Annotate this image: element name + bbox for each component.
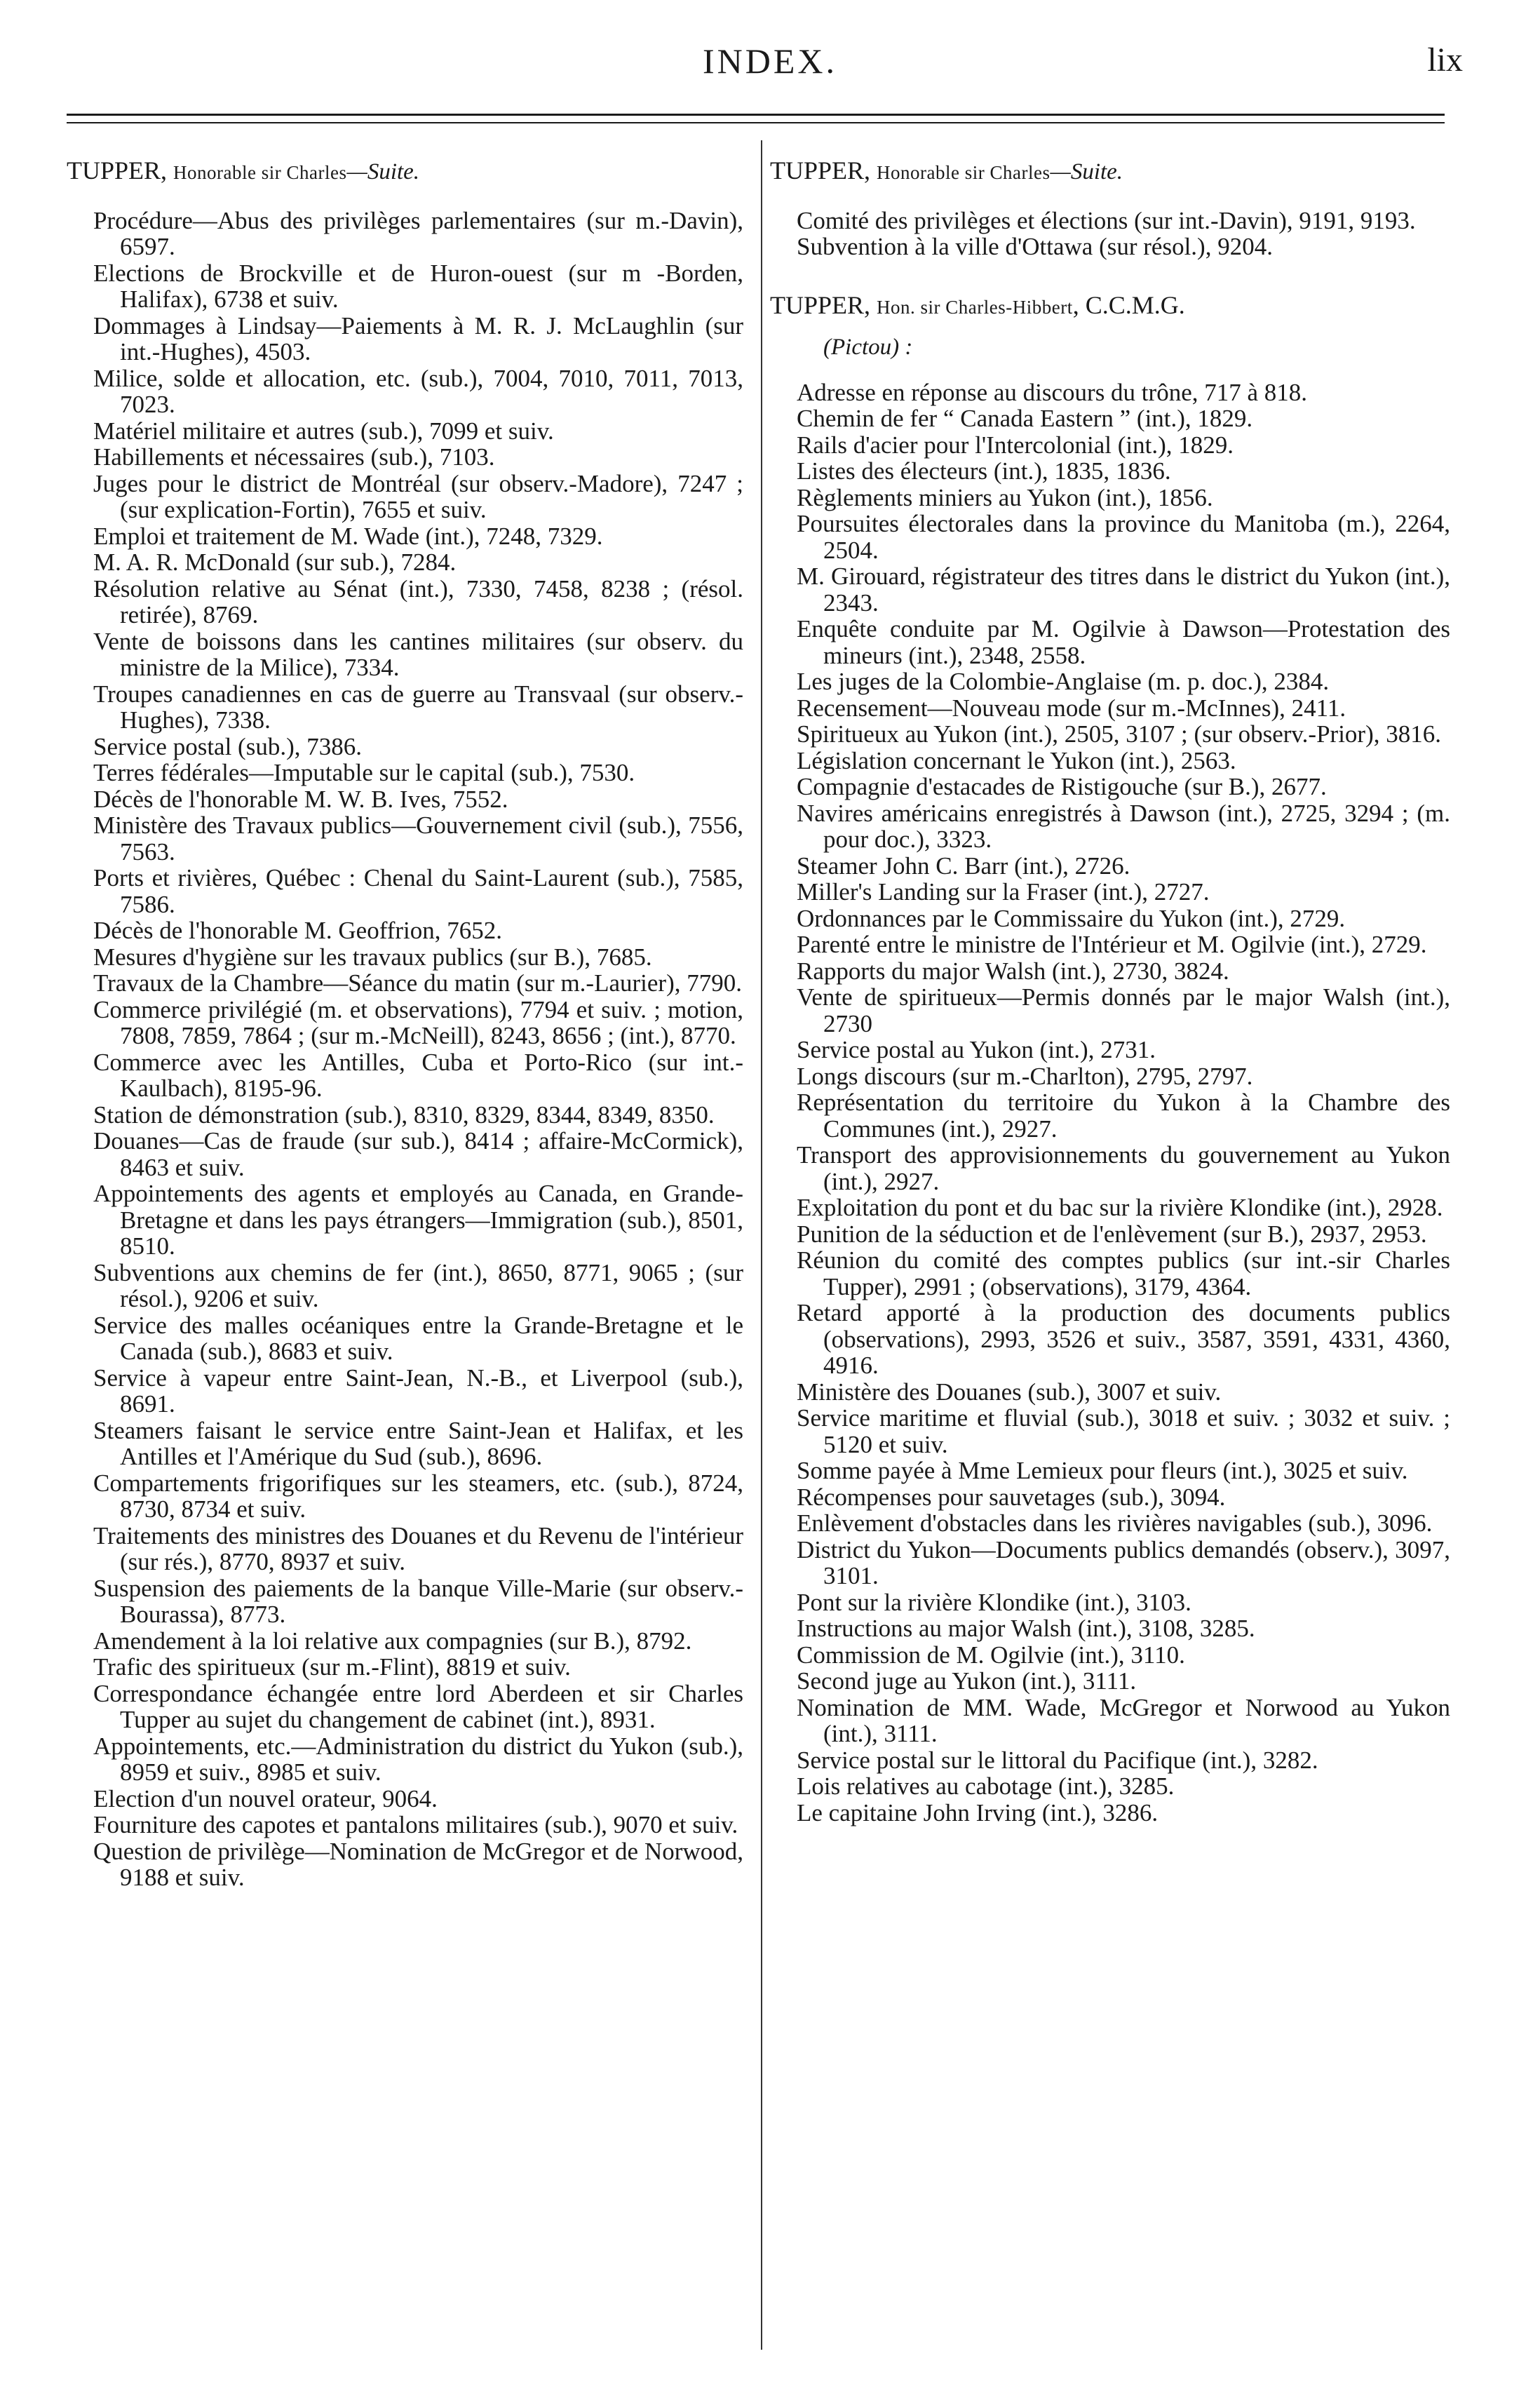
index-entry: Transport des approvisionnements du gouvernement au Yukon (int.), 2927. — [797, 1141, 1450, 1195]
index-entry: Lois relatives au cabotage (int.), 3285. — [797, 1772, 1175, 1800]
index-entry: Juges pour le district de Montréal (sur observ.-Madore), 7247 ; (sur explication-Fortin), 7655 et suiv. — [93, 469, 743, 523]
index-entry: Enquête conduite par M. Ogilvie à Dawson—Protestation des mineurs (int.), 2348, 2558. — [797, 615, 1450, 669]
heading-name: TUPPER, — [67, 156, 174, 184]
index-entry: Service des malles océaniques entre la Grande-Bretagne et le Canada (sub.), 8683 et suiv. — [93, 1311, 743, 1365]
index-entry: Station de démonstration (sub.), 8310, 8329, 8344, 8349, 8350. — [93, 1101, 715, 1129]
index-entry: Comité des privilèges et élections (sur int.-Davin), 9191, 9193. — [797, 206, 1416, 234]
index-entry: Chemin de fer “ Canada Eastern ” (int.), 1829. — [797, 405, 1253, 432]
index-entry: Nomination de MM. Wade, McGregor et Norwood au Yukon (int.), 3111. — [797, 1693, 1450, 1747]
index-entry: Résolution relative au Sénat (int.), 7330, 7458, 8238 ; (résol. retirée), 8769. — [93, 574, 743, 628]
index-entry: Les juges de la Colombie-Anglaise (m. p. doc.), 2384. — [797, 668, 1330, 695]
entry-list — [67, 208, 743, 1891]
index-entry: Elections de Brockville et de Huron-ouest (sur m -Borden, Halifax), 6738 et suiv. — [93, 259, 743, 313]
index-entry: Retard apporté à la production des documents publics (observations), 2993, 3526 et suiv., 3587, 3591, 4331, 4360, 4916. — [797, 1299, 1450, 1379]
index-entry: Commerce avec les Antilles, Cuba et Porto-Rico (sur int.-Kaulbach), 8195-96. — [93, 1048, 743, 1102]
heading-title: Honorable sir Charles — [877, 162, 1051, 183]
index-entry: Recensement—Nouveau mode (sur m.-McInnes), 2411. — [797, 694, 1346, 722]
index-entry: Subventions aux chemins de fer (int.), 8650, 8771, 9065 ; (sur résol.), 9206 et suiv. — [93, 1258, 743, 1312]
index-entry: Navires américains enregistrés à Dawson (int.), 2725, 3294 ; (m. pour doc.), 3323. — [797, 799, 1450, 853]
index-entry: Parenté entre le ministre de l'Intérieur et M. Ogilvie (int.), 2729. — [797, 931, 1427, 958]
index-entry: Service maritime et fluvial (sub.), 3018 et suiv. ; 3032 et suiv. ; 5120 et suiv. — [797, 1404, 1450, 1458]
index-entry: Travaux de la Chambre—Séance du matin (sur m.-Laurier), 7790. — [93, 969, 742, 997]
header-rule — [67, 114, 1445, 116]
index-entry: Miller's Landing sur la Fraser (int.), 2727. — [797, 878, 1210, 906]
index-entry: Dommages à Lindsay—Paiements à M. R. J. McLaughlin (sur int.-Hughes), 4503. — [93, 311, 743, 365]
index-entry: Suspension des paiements de la banque Ville-Marie (sur observ.-Bourassa), 8773. — [93, 1574, 743, 1628]
index-entry: Terres fédérales—Imputable sur le capital (sub.), 7530. — [93, 759, 635, 786]
index-entry: Subvention à la ville d'Ottawa (sur résol.), 9204. — [797, 233, 1273, 260]
index-entry: District du Yukon—Documents publics demandés (observ.), 3097, 3101. — [797, 1535, 1450, 1589]
index-entry: Listes des électeurs (int.), 1835, 1836. — [797, 457, 1171, 485]
index-entry: Poursuites électorales dans la province du Manitoba (m.), 2264, 2504. — [797, 510, 1450, 564]
index-entry: Mesures d'hygiène sur les travaux publics (sur B.), 7685. — [93, 943, 652, 971]
index-entry: Vente de boissons dans les cantines militaires (sur observ. du ministre de la Milice), 7334. — [93, 627, 743, 681]
index-entry: Troupes canadiennes en cas de guerre au Transvaal (sur observ.-Hughes), 7338. — [93, 680, 743, 734]
index-entry: Spiritueux au Yukon (int.), 2505, 3107 ; (sur observ.-Prior), 3816. — [797, 720, 1441, 748]
index-entry: Election d'un nouvel orateur, 9064. — [93, 1784, 438, 1812]
index-entry: Réunion du comité des comptes publics (sur int.-sir Charles Tupper), 2991 ; (observations), 3179, 4364. — [797, 1246, 1450, 1300]
index-entry: Second juge au Yukon (int.), 3111. — [797, 1667, 1137, 1695]
section-heading — [770, 158, 1450, 187]
index-entry: Emploi et traitement de M. Wade (int.), 7248, 7329. — [93, 522, 603, 550]
heading-name: TUPPER, — [770, 290, 877, 319]
index-entry: Décès de l'honorable M. Geoffrion, 7652. — [93, 917, 503, 944]
section-heading — [67, 158, 743, 187]
index-entry: Service à vapeur entre Saint-Jean, N.-B., et Liverpool (sub.), 8691. — [93, 1364, 743, 1418]
index-entry: Question de privilège—Nomination de McGregor et de Norwood, 9188 et suiv. — [93, 1837, 743, 1891]
index-entry: Douanes—Cas de fraude (sur sub.), 8414 ; affaire-McCormick), 8463 et suiv. — [93, 1127, 743, 1181]
index-entry: Punition de la séduction et de l'enlèvement (sur B.), 2937, 2953. — [797, 1220, 1427, 1248]
entry-list — [770, 208, 1450, 260]
index-entry: Ports et rivières, Québec : Chenal du Saint-Laurent (sub.), 7585, 7586. — [93, 864, 743, 918]
index-entry: Service postal (sub.), 7386. — [93, 732, 362, 760]
index-entry: Fourniture des capotes et pantalons militaires (sub.), 9070 et suiv. — [93, 1811, 738, 1838]
index-entry: Amendement à la loi relative aux compagnies (sur B.), 8792. — [93, 1627, 692, 1655]
entry-list-2 — [770, 379, 1450, 1826]
heading-suffix: , C.C.M.G. — [1072, 290, 1185, 319]
index-entry: Compartements frigorifiques sur les steamers, etc. (sub.), 8724, 8730, 8734 et suiv. — [93, 1469, 743, 1523]
index-entry: Récompenses pour sauvetages (sub.), 3094. — [797, 1483, 1226, 1511]
index-entry: Somme payée à Mme Lemieux pour fleurs (int.), 3025 et suiv. — [797, 1457, 1408, 1484]
index-entry: Enlèvement d'obstacles dans les rivières navigables (sub.), 3096. — [797, 1509, 1433, 1537]
heading-title: Honorable sir Charles — [173, 162, 347, 183]
index-entry: Traitements des ministres des Douanes et du Revenu de l'intérieur (sur rés.), 8770, 8937 et suiv. — [93, 1521, 743, 1575]
index-entry: Appointements des agents et employés au Canada, en Grande-Bretagne et dans les pays étrangers—Immigration (sub.), 8501, 8510. — [93, 1180, 743, 1260]
index-entry: M. Girouard, régistrateur des titres dans le district du Yukon (int.), 2343. — [797, 563, 1450, 617]
section-gap — [770, 260, 1450, 292]
index-entry: Exploitation du pont et du bac sur la rivière Klondike (int.), 2928. — [797, 1194, 1443, 1221]
index-entry: Règlements miniers au Yukon (int.), 1856. — [797, 483, 1213, 511]
index-entry: Ministère des Travaux publics—Gouvernement civil (sub.), 7556, 7563. — [93, 812, 743, 866]
index-entry: Législation concernant le Yukon (int.), 2563. — [797, 746, 1236, 774]
index-entry: Matériel militaire et autres (sub.), 7099 et suiv. — [93, 417, 554, 445]
index-entry: Milice, solde et allocation, etc. (sub.), 7004, 7010, 7011, 7013, 7023. — [93, 364, 743, 418]
index-entry: Procédure—Abus des privilèges parlementaires (sur m.-Davin), 6597. — [93, 206, 743, 260]
page-header — [0, 41, 1540, 90]
header-rule-thin — [67, 122, 1445, 123]
heading-title: Hon. sir Charles-Hibbert — [877, 296, 1073, 318]
index-entry: Habillements et nécessaires (sub.), 7103. — [93, 443, 495, 471]
heading-subtitle: (Pictou) : — [823, 335, 913, 360]
index-entry: Compagnie d'estacades de Ristigouche (sur B.), 2677. — [797, 773, 1327, 800]
index-entry: Correspondance échangée entre lord Aberdeen et sir Charles Tupper au sujet du changement de cabinet (int.), 8931. — [93, 1679, 743, 1733]
index-entry: Service postal sur le littoral du Pacifique (int.), 3282. — [797, 1746, 1318, 1774]
left-column — [67, 158, 743, 1891]
heading-suffix: —Suite. — [1050, 159, 1123, 184]
index-entry: Steamer John C. Barr (int.), 2726. — [797, 852, 1130, 880]
index-entry: Trafic des spiritueux (sur m.-Flint), 8819 et suiv. — [93, 1653, 571, 1681]
heading-suffix: —Suite. — [346, 159, 420, 184]
index-entry: Ordonnances par le Commissaire du Yukon (int.), 2729. — [797, 904, 1346, 932]
heading-name: TUPPER, — [770, 156, 877, 184]
index-entry: Commission de M. Ogilvie (int.), 3110. — [797, 1641, 1185, 1669]
index-entry: Vente de spiritueux—Permis donnés par le major Walsh (int.), 2730 — [797, 983, 1450, 1037]
index-entry: Steamers faisant le service entre Saint-Jean et Halifax, et les Antilles et l'Amérique du Sud (sub.), 8696. — [93, 1416, 743, 1470]
index-entry: Rails d'acier pour l'Intercolonial (int.), 1829. — [797, 431, 1234, 459]
page-title: INDEX. — [702, 41, 838, 81]
right-column — [770, 158, 1450, 1826]
column-divider — [761, 140, 762, 2350]
page-number: lix — [1427, 41, 1463, 79]
index-entry: Appointements, etc.—Administration du district du Yukon (sub.), 8959 et suiv., 8985 et suiv. — [93, 1732, 743, 1786]
index-entry: Service postal au Yukon (int.), 2731. — [797, 1036, 1156, 1063]
index-entry: Rapports du major Walsh (int.), 2730, 3824. — [797, 957, 1229, 985]
index-entry: Représentation du territoire du Yukon à la Chambre des Communes (int.), 2927. — [797, 1089, 1450, 1143]
index-entry: Décès de l'honorable M. W. B. Ives, 7552. — [93, 785, 508, 813]
index-entry: M. A. R. McDonald (sur sub.), 7284. — [93, 549, 457, 576]
index-entry: Adresse en réponse au discours du trône, 717 à 818. — [797, 378, 1308, 406]
index-entry: Ministère des Douanes (sub.), 3007 et suiv. — [797, 1378, 1222, 1406]
index-entry: Longs discours (sur m.-Charlton), 2795, 2797. — [797, 1062, 1253, 1090]
index-entry: Commerce privilégié (m. et observations), 7794 et suiv. ; motion, 7808, 7859, 7864 ; (sur m.-McNeill), 8243, 8656 ; (int.), 8770. — [93, 995, 743, 1049]
section-heading-2 — [770, 292, 1450, 321]
index-entry: Instructions au major Walsh (int.), 3108, 3285. — [797, 1615, 1255, 1642]
index-entry: Le capitaine John Irving (int.), 3286. — [797, 1798, 1159, 1826]
index-entry: Pont sur la rivière Klondike (int.), 3103. — [797, 1588, 1191, 1616]
